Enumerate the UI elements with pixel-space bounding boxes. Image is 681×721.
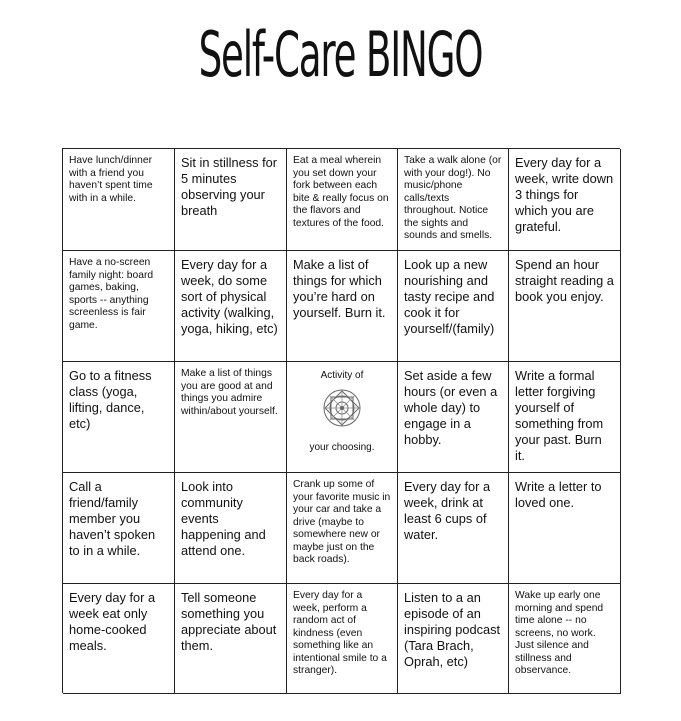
bingo-cell-19: Every day for a week, drink at least 6 cups of water.: [398, 473, 509, 584]
bingo-grid: [62, 148, 620, 693]
bingo-cell-8: Make a list of things for which you’re hard on yourself. Burn it.: [287, 251, 398, 362]
bingo-cell-12: Make a list of things you are good at and things you admire within/about yourself.: [175, 362, 287, 473]
bingo-cell-11: Go to a fitness class (yoga, lifting, dance, etc): [63, 362, 175, 473]
free-cell-line-2: your choosing.: [309, 442, 375, 453]
bingo-cell-24: Listen to a an episode of an inspiring podcast (Tara Brach, Oprah, etc): [398, 584, 509, 694]
bingo-cell-22: Tell someone something you appreciate about them.: [175, 584, 287, 694]
bingo-free-cell: [287, 362, 398, 473]
bingo-cell-2: Sit in stillness for 5 minutes observing your breath: [175, 149, 287, 251]
bingo-cell-16: Call a friend/family member you haven’t spoken to in a while.: [63, 473, 175, 584]
bingo-cell-3: Eat a meal wherein you set down your fork between each bite & really focus on the flavors and textures of the food.: [287, 149, 398, 251]
bingo-cell-6: Have a no-screen family night: board games, baking, sports -- anything screenless is fair game.: [63, 251, 175, 362]
bingo-cell-14: Set aside a few hours (or even a whole day) to engage in a hobby.: [398, 362, 509, 473]
bingo-cell-9: Look up a new nourishing and tasty recipe and cook it for yourself/(family): [398, 251, 509, 362]
bingo-cell-15: Write a formal letter forgiving yourself of something from your past. Burn it.: [509, 362, 621, 473]
bingo-cell-17: Look into community events happening and attend one.: [175, 473, 287, 584]
bingo-cell-5: Every day for a week, write down 3 things for which you are grateful.: [509, 149, 621, 251]
page-title: Self-Care BINGO: [198, 18, 483, 91]
bingo-cell-23: Every day for a week, perform a random act of kindness (even something like an intentional smile to a stranger).: [287, 584, 398, 694]
bingo-cell-4: Take a walk alone (or with your dog!). No music/phone calls/texts throughout. Notice the sights and sounds and smells.: [398, 149, 509, 251]
bingo-cell-1: Have lunch/dinner with a friend you haven’t spent time with in a while.: [63, 149, 175, 251]
bingo-cell-10: Spend an hour straight reading a book you enjoy.: [509, 251, 621, 362]
free-cell-line-1: Activity of: [320, 370, 364, 381]
bingo-cell-21: Every day for a week eat only home-cooked meals.: [63, 584, 175, 694]
bingo-cell-25: Wake up early one morning and spend time alone -- no screens, no work. Just silence and stillness and observance.: [509, 584, 621, 694]
mandala-icon: [322, 388, 362, 428]
bingo-cell-7: Every day for a week, do some sort of physical activity (walking, yoga, hiking, etc): [175, 251, 287, 362]
bingo-cell-20: Write a letter to loved one.: [509, 473, 621, 584]
bingo-cell-18: Crank up some of your favorite music in your car and take a drive (maybe to somewhere new or maybe just on the back roads).: [287, 473, 398, 584]
